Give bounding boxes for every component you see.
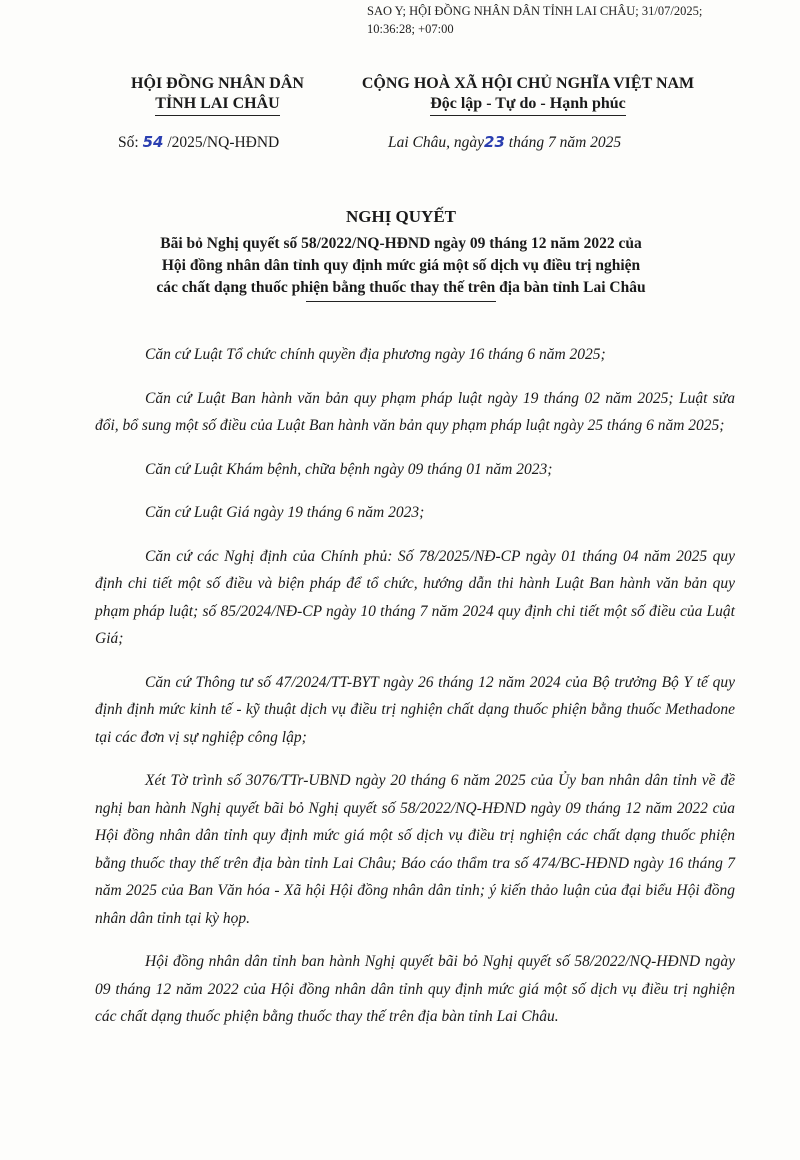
national-motto: Độc lập - Tự do - Hạnh phúc (430, 94, 626, 116)
paragraph: Căn cứ Luật Giá ngày 19 tháng 6 năm 2023; (145, 504, 425, 521)
subtitle-line-2: Hội đồng nhân dân tỉnh quy định mức giá một số dịch vụ điều trị nghiện (161, 257, 641, 274)
handwritten-date-day: 23 (484, 133, 505, 151)
stamp-line-1: SAO Y; HỘI ĐỒNG NHÂN DÂN TỈNH LAI CHÂU; 31/07/2025; (367, 4, 703, 18)
nation-name: CỘNG HOÀ XÃ HỘI CHỦ NGHĨA VIỆT NAM (361, 75, 695, 92)
subtitle-line-1: Bãi bỏ Nghị quyết số 58/2022/NQ-HĐND ngày 09 tháng 12 năm 2022 của (160, 235, 642, 252)
document-number (118, 133, 279, 152)
place-and-date (388, 133, 621, 152)
date-prefix: Lai Châu, ngày (388, 134, 485, 151)
subtitle-line-3: các chất dạng thuốc phiện bằng thuốc thay thế trên địa bàn tỉnh Lai Châu (156, 279, 646, 296)
paragraph: Căn cứ Luật Khám bệnh, chữa bệnh ngày 09 tháng 01 năm 2023; (145, 460, 553, 478)
paragraph: Căn cứ Luật Ban hành văn bản quy phạm pháp luật ngày 19 tháng 02 năm 2025; Luật sửa đổi, bổ sung một số điều của Luật Ban hành văn bản quy phạm pháp luật ngày 25 tháng 6 năm 2025; (95, 389, 735, 434)
paragraph: Căn cứ Thông tư số 47/2024/TT-BYT ngày 26 tháng 12 năm 2024 của Bộ trưởng Bộ Y tế quy định định mức kinh tế - kỹ thuật dịch vụ điều trị nghiện chất dạng thuốc phiện bằng thuốc Methadone tại các đơn vị sự nghiệp công lập; (95, 673, 735, 746)
paragraph: Căn cứ Luật Tổ chức chính quyền địa phương ngày 16 tháng 6 năm 2025; (145, 346, 606, 363)
paragraph: Căn cứ các Nghị định của Chính phủ: Số 78/2025/NĐ-CP ngày 01 tháng 04 năm 2025 quy định chi tiết một số điều và biện pháp để tổ chức, hướng dẫn thi hành Luật Ban hành văn bản quy phạm pháp luật; số 85/2024/NĐ-CP ngày 10 tháng 7 năm 2024 quy định chi tiết một số điều của Luật Giá; (95, 547, 735, 647)
title-underline (306, 301, 496, 302)
stamp-line-2: 10:36:28; +07:00 (367, 22, 454, 36)
doc-number-suffix: /2025/NQ-HĐND (167, 134, 280, 151)
doc-number-prefix: Số: (118, 134, 139, 151)
date-suffix: tháng 7 năm 2025 (508, 134, 622, 151)
paragraph: Xét Tờ trình số 3076/TTr-UBND ngày 20 tháng 6 năm 2025 của Ủy ban nhân dân tỉnh về đề nghị ban hành Nghị quyết bãi bỏ Nghị quyết số 58/2022/NQ-HĐND ngày 09 tháng 12 năm 2022 của Hội đồng nhân dân tỉnh quy định mức giá một số dịch vụ điều trị nghiện các chất dạng thuốc phiện bằng thuốc thay thế trên địa bàn tỉnh Lai Châu; Báo cáo thẩm tra số 474/BC-HĐND ngày 16 tháng 7 năm 2025 của Ban Văn hóa - Xã hội Hội đồng nhân dân tỉnh; ý kiến thảo luận của đại biểu Hội đồng nhân dân tỉnh tại kỳ họp. (95, 772, 735, 927)
handwritten-doc-number: 54 (142, 133, 164, 151)
digital-copy-stamp (367, 2, 787, 38)
document-type: NGHỊ QUYẾT (345, 207, 457, 226)
document-title-block (80, 205, 722, 302)
preamble-body (95, 341, 735, 1047)
national-heading (328, 74, 728, 116)
issuing-organization (110, 74, 325, 116)
org-line-1: HỘI ĐỒNG NHÂN DÂN (131, 75, 304, 92)
org-line-2: TỈNH LAI CHÂU (155, 94, 279, 116)
paragraph: Hội đồng nhân dân tỉnh ban hành Nghị quyết bãi bỏ Nghị quyết số 58/2022/NQ-HĐND ngày 09 tháng 12 năm 2022 của Hội đồng nhân dân tỉnh quy định mức giá một số dịch vụ điều trị nghiện các chất dạng thuốc phiện bằng thuốc thay thế trên địa bàn tỉnh Lai Châu. (95, 953, 735, 1025)
